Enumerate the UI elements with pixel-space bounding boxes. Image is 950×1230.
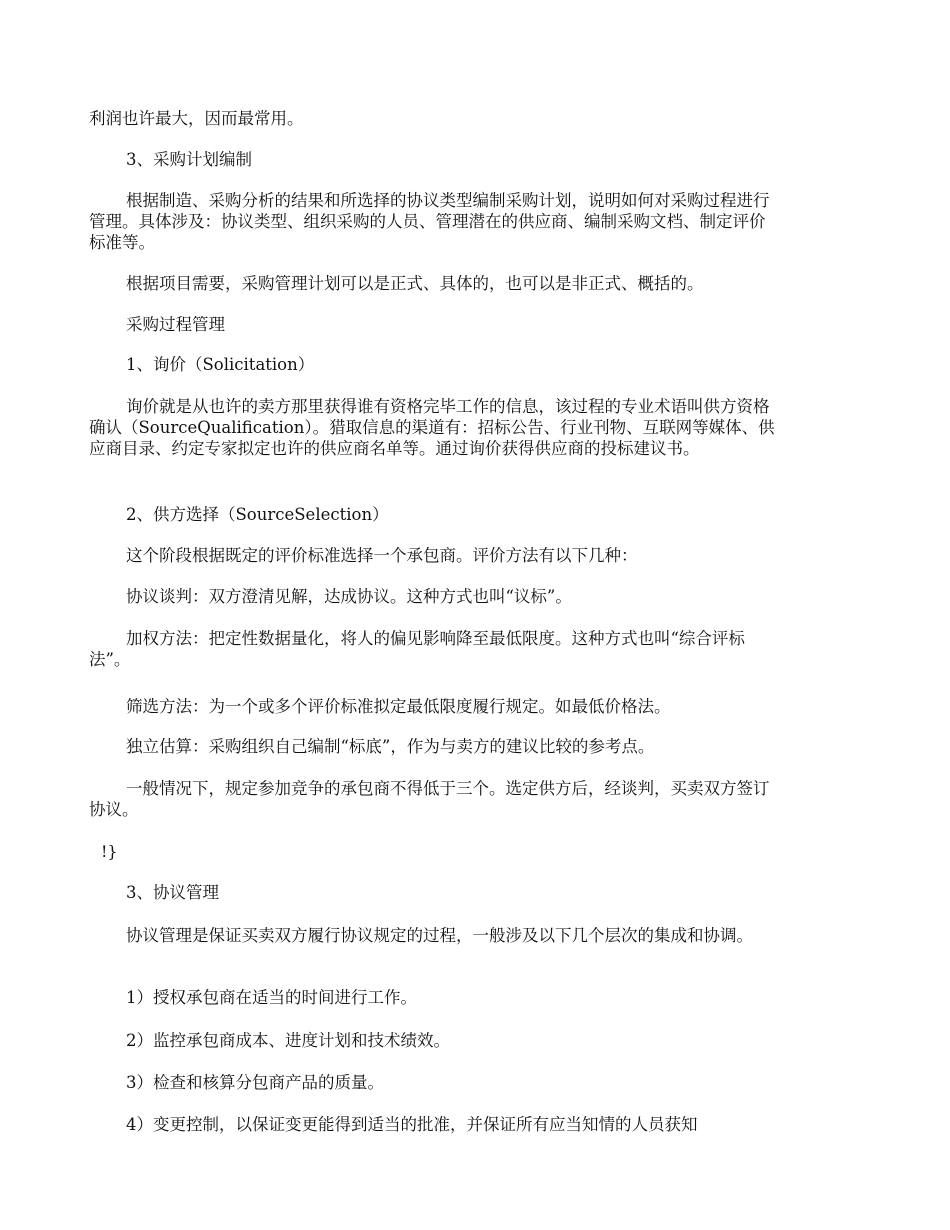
- paragraph-weighting: 加权方法：把定性数据量化，将人的偏见影响降至最低限度。这种方式也叫“综合评标法”。: [89, 629, 745, 669]
- paragraph-solicitation: 询价就是从也许的卖方那里获得谁有资格完毕工作的信息，该过程的专业术语叫供方资格确认（SourceQualification）。猎取信息的渠道有：招标公告、行业刊物、互联网等媒体、供应商目录、约定专家拟定也许的供应商名单等。通过询价获得供应商的投标建议书。: [89, 397, 775, 458]
- heading-procurement-planning: 3、采购计划编制: [126, 150, 252, 169]
- paragraph-screening: 筛选方法：为一个或多个评价标准拟定最低限度履行规定。如最低价格法。: [126, 697, 671, 716]
- list-item-change-control: 4）变更控制，以保证变更能得到适当的批准，并保证所有应当知情的人员获知: [126, 1115, 698, 1134]
- paragraph-procurement-plan: 根据制造、采购分析的结果和所选择的协议类型编制采购计划，说明如何对采购过程进行管理。具体涉及：协议类型、组织采购的人员、管理潜在的供应商、编制采购文档、制定评价标准等。: [89, 191, 770, 252]
- paragraph-evaluation-methods: 这个阶段根据既定的评价标准选择一个承包商。评价方法有以下几种：: [126, 546, 638, 565]
- paragraph-contract-administration: 协议管理是保证买卖双方履行协议规定的过程，一般涉及以下几个层次的集成和协调。: [126, 926, 753, 945]
- heading-contract-administration: 3、协议管理: [126, 883, 219, 902]
- paragraph-independent-estimate: 独立估算：采购组织自己编制“标底”，作为与卖方的建议比较的参考点。: [126, 737, 655, 756]
- paragraph-negotiation: 协议谈判：双方澄清见解，达成协议。这种方式也叫“议标”。: [126, 587, 572, 606]
- heading-source-selection: 2、供方选择（SourceSelection）: [126, 505, 389, 524]
- paragraph-profit-note: 利润也许最大，因而最常用。: [89, 109, 304, 128]
- paragraph-plan-formality: 根据项目需要，采购管理计划可以是正式、具体的，也可以是非正式、概括的。: [126, 274, 704, 293]
- stray-characters: !}: [101, 842, 118, 861]
- paragraph-bidder-count: 一般情况下，规定参加竞争的承包商不得低于三个。选定供方后，经谈判，买卖双方签订协议。: [89, 779, 770, 819]
- list-item-monitor: 2）监控承包商成本、进度计划和技术绩效。: [126, 1031, 450, 1050]
- list-item-inspect: 3）检查和核算分包商产品的质量。: [126, 1073, 384, 1092]
- list-item-authorize: 1）授权承包商在适当的时间进行工作。: [126, 988, 417, 1007]
- heading-solicitation: 1、询价（Solicitation）: [126, 355, 315, 374]
- heading-procurement-process-management: 采购过程管理: [126, 315, 225, 334]
